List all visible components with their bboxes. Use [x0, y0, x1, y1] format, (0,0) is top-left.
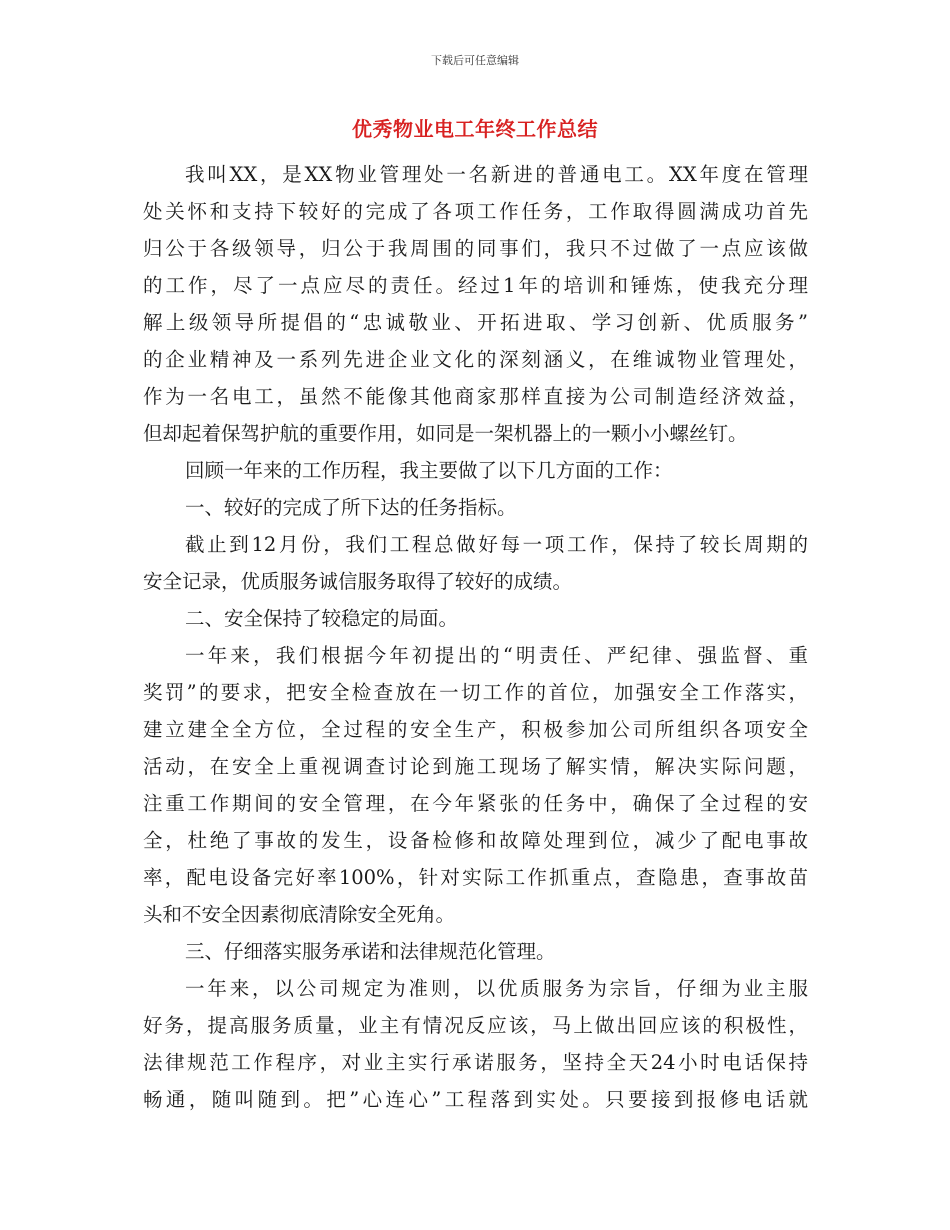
- paragraph-line: 截止到12月份，我们工程总做好每一项工作，保持了较长周期的: [185, 533, 808, 556]
- paragraph-line: 率，配电设备完好率100%，针对实际工作抓重点，查隐患，查事故苗: [143, 866, 808, 889]
- paragraph-line: 一年来，我们根据今年初提出的“明责任、严纪律、强监督、重: [185, 644, 808, 667]
- paragraph-line: 安全记录，优质服务诚信服务取得了较好的成绩。: [143, 570, 573, 593]
- paragraph-line: 好务，提高服务质量，业主有情况反应该，马上做出回应该的积极性，: [143, 1014, 808, 1037]
- paragraph-line: 头和不安全因素彻底清除安全死角。: [143, 903, 456, 926]
- paragraph-line: 法律规范工作程序，对业主实行承诺服务，坚持全天24小时电话保持: [143, 1051, 808, 1074]
- paragraph-line: 处关怀和支持下较好的完成了各项工作任务，工作取得圆满成功首先: [143, 200, 808, 223]
- paragraph-line: 一年来，以公司规定为准则，以优质服务为宗旨，仔细为业主服: [185, 977, 808, 1000]
- paragraph-line: 解上级领导所提倡的“忠诚敬业、开拓进取、学习创新、优质服务”: [143, 311, 808, 334]
- document-title: 优秀物业电工年终工作总结: [352, 117, 598, 141]
- document-body: [143, 156, 808, 1118]
- paragraph-line: 归公于各级领导，归公于我周围的同事们，我只不过做了一点应该做: [143, 237, 808, 260]
- paragraph-line: 注重工作期间的安全管理，在今年紧张的任务中，确保了全过程的安: [143, 792, 808, 815]
- paragraph-line: 但却起着保驾护航的重要作用，如同是一架机器上的一颗小小螺丝钉。: [143, 422, 748, 445]
- paragraph-line: 作为一名电工，虽然不能像其他商家那样直接为公司制造经济效益，: [143, 385, 808, 408]
- paragraph-line: 全，杜绝了事故的发生，设备检修和故障处理到位，减少了配电事故: [143, 829, 808, 852]
- page-header-note: 下载后可任意编辑: [431, 54, 519, 67]
- paragraph-line: 我叫XX，是XX物业管理处一名新进的普通电工。XX年度在管理: [185, 163, 808, 186]
- paragraph-line: 畅通，随叫随到。把”心连心”工程落到实处。只要接到报修电话就: [143, 1088, 808, 1111]
- paragraph-line: 奖罚”的要求，把安全检查放在一切工作的首位，加强安全工作落实，: [143, 681, 808, 704]
- section-heading: 二、安全保持了较稳定的局面。: [185, 607, 459, 630]
- paragraph-line: 的企业精神及一系列先进企业文化的深刻涵义，在维诚物业管理处，: [143, 348, 808, 371]
- paragraph-line: 回顾一年来的工作历程，我主要做了以下几方面的工作：: [185, 459, 673, 482]
- paragraph-line: 建立建全全方位，全过程的安全生产，积极参加公司所组织各项安全: [143, 718, 808, 741]
- paragraph-line: 的工作，尽了一点应尽的责任。经过1年的培训和锤炼，使我充分理: [143, 274, 808, 297]
- paragraph-line: 活动，在安全上重视调查讨论到施工现场了解实情，解决实际问题，: [143, 755, 808, 778]
- section-heading: 一、较好的完成了所下达的任务指标。: [185, 496, 517, 519]
- section-heading: 三、仔细落实服务承诺和法律规范化管理。: [185, 940, 556, 963]
